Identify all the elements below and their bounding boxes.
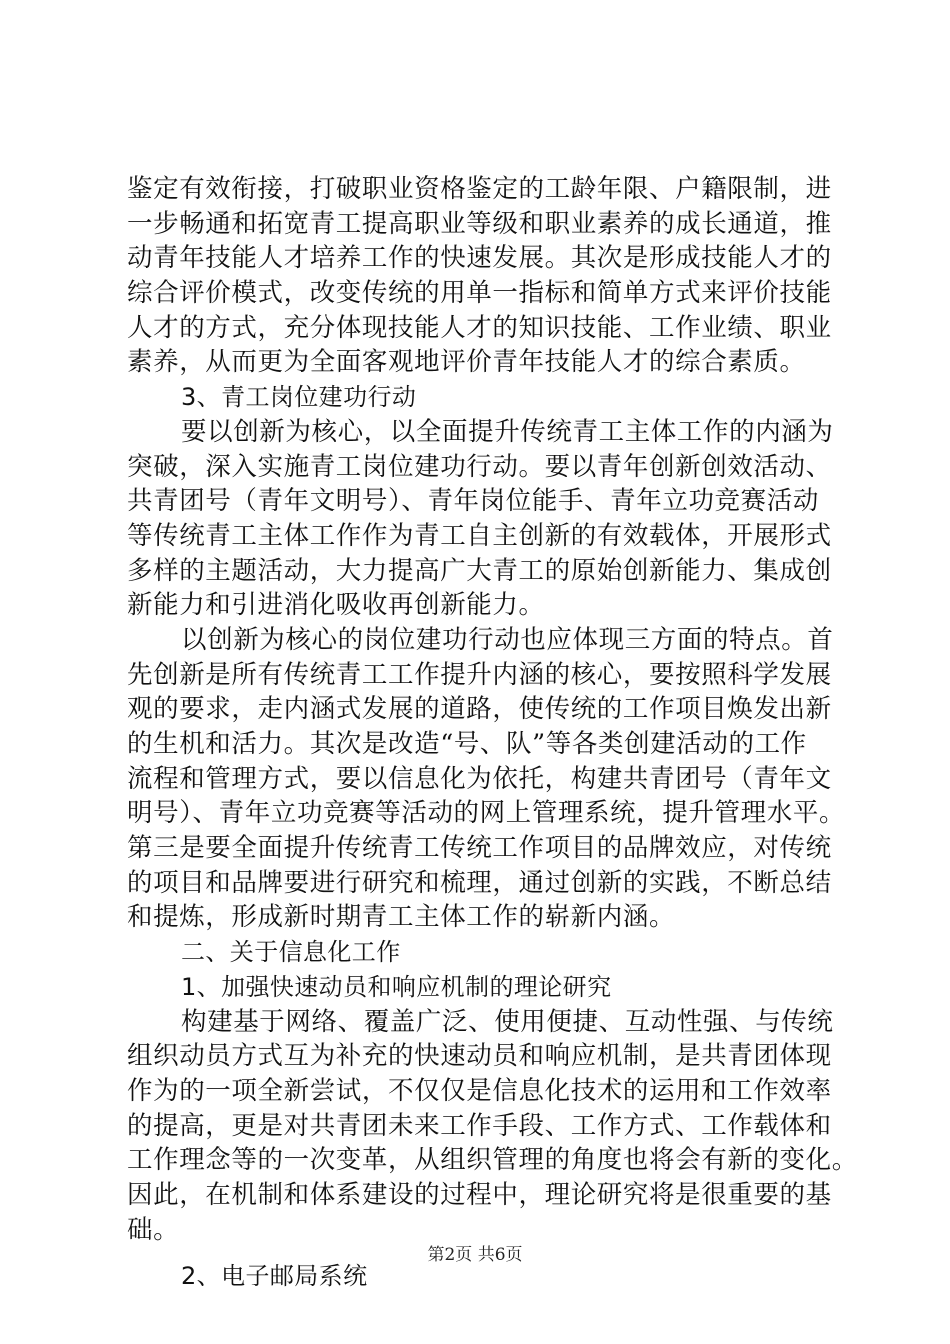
paragraph-line: 流程和管理方式，要以信息化为依托，构建共青团号（青年文 [127,763,832,794]
paragraph-line: 的提高，更是对共青团未来工作手段、工作方式、工作载体和 [127,1110,832,1141]
paragraph-line: 综合评价模式，改变传统的用单一指标和简单方式来评价技能 [127,278,832,309]
paragraph-line: 构建基于网络、覆盖广泛、使用便捷、互动性强、与传统 [181,1006,834,1037]
paragraph-line: 新能力和引进消化吸收再创新能力。 [127,590,545,621]
paragraph-line: 础。 [127,1214,180,1245]
paragraph-line: 先创新是所有传统青工工作提升内涵的核心，要按照科学发展 [127,659,832,690]
paragraph-line: 的项目和品牌要进行研究和梳理，通过创新的实践，不断总结 [127,867,832,898]
paragraph-line: 组织动员方式互为补充的快速动员和响应机制，是共青团体现 [127,1041,832,1072]
section-heading: 3、青工岗位建功行动 [181,383,417,412]
paragraph-line: 要以创新为核心，以全面提升传统青工主体工作的内涵为 [181,416,834,447]
paragraph-line: 动青年技能人才培养工作的快速发展。其次是形成技能人才的 [127,243,832,274]
document-body [127,172,858,1294]
paragraph-line: 观的要求，走内涵式发展的道路，使传统的工作项目焕发出新 [127,694,832,725]
paragraph-line: 突破，深入实施青工岗位建功行动。要以青年创新创效活动、 [127,451,832,482]
paragraph-line: 以创新为核心的岗位建功行动也应体现三方面的特点。首 [181,624,834,655]
paragraph-line: 因此，在机制和体系建设的过程中，理论研究将是很重要的基 [127,1179,832,1210]
paragraph-line: 作为的一项全新尝试，不仅仅是信息化技术的运用和工作效率 [127,1075,832,1106]
paragraph-line: 工作理念等的一次变革，从组织管理的角度也将会有新的变化。 [127,1145,858,1176]
paragraph-line: 素养，从而更为全面客观地评价青年技能人才的综合素质。 [127,347,806,378]
paragraph-line: 人才的方式，充分体现技能人才的知识技能、工作业绩、职业 [127,312,832,343]
subsection-heading: 1、加强快速动员和响应机制的理论研究 [181,972,612,1001]
paragraph-line: 一步畅通和拓宽青工提高职业等级和职业素养的成长通道，推 [127,208,832,239]
paragraph-line: 明号）、青年立功竞赛等活动的网上管理系统，提升管理水平。 [127,798,846,829]
page-footer: 第2页 共6页 [427,1245,523,1265]
paragraph-line: 鉴定有效衔接，打破职业资格鉴定的工龄年限、户籍限制，进 [127,174,832,204]
paragraph-line: 等传统青工主体工作作为青工自主创新的有效载体，开展形式 [127,520,832,551]
section-heading: 二、关于信息化工作 [181,938,401,967]
paragraph-line: 和提炼，形成新时期青工主体工作的崭新内涵。 [127,902,676,933]
paragraph-line: 第三是要全面提升传统青工传统工作项目的品牌效应，对传统 [127,833,832,864]
paragraph-line: 多样的主题活动，大力提高广大青工的原始创新能力、集成创 [127,555,832,586]
paragraph-line: 的生机和活力。其次是改造“号、队”等各类创建活动的工作 [127,729,807,759]
paragraph-line: 共青团号（青年文明号）、青年岗位能手、青年立功竞赛活动 [127,486,819,517]
subsection-heading: 2、电子邮局系统 [181,1262,368,1291]
